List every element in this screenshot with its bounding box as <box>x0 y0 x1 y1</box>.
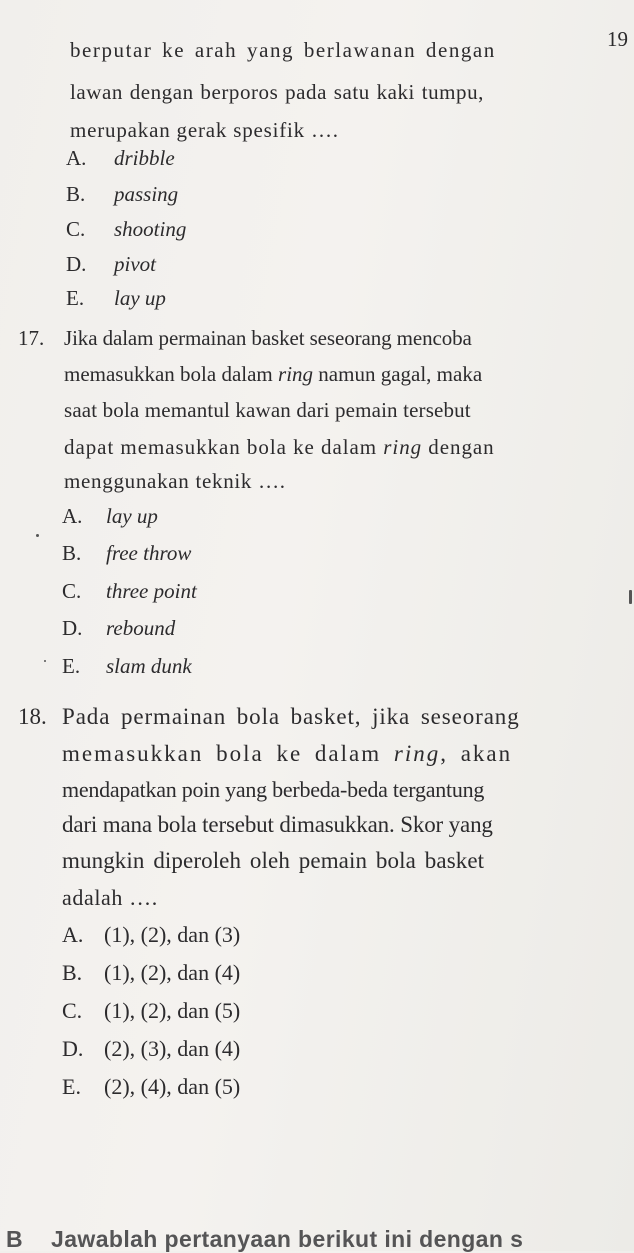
option-letter: D. <box>66 252 87 276</box>
ring-term: ring <box>393 741 441 766</box>
q17-line-4: dapat memasukkan bola ke dalam ring dengan <box>64 435 495 459</box>
q18-line-6: adalah …. <box>62 885 158 910</box>
option-letter: A. <box>66 146 87 170</box>
option-letter: A. <box>62 504 83 528</box>
ring-term: ring <box>383 435 423 459</box>
scan-speck <box>44 660 46 662</box>
option-letter: D. <box>62 616 83 640</box>
option-letter: E. <box>62 654 81 678</box>
option-text: free throw <box>106 541 192 565</box>
page-number-cut: 19 <box>607 27 628 51</box>
scan-speck <box>629 590 632 604</box>
q16-line-3: merupakan gerak spesifik …. <box>70 118 339 142</box>
option-text: shooting <box>114 217 187 241</box>
q17-line-5: menggunakan teknik …. <box>64 469 286 493</box>
ring-term: ring <box>278 362 314 386</box>
question-number: 18. <box>18 704 47 729</box>
option-letter: B. <box>62 960 83 985</box>
option-text: lay up <box>114 286 166 310</box>
scan-speck <box>36 534 39 537</box>
option-letter: E. <box>66 286 85 310</box>
option-letter: C. <box>62 998 83 1023</box>
option-letter: B. <box>66 182 86 206</box>
option-text: (1), (2), dan (3) <box>104 922 241 947</box>
question-number: 17. <box>18 326 45 350</box>
option-text: (2), (3), dan (4) <box>104 1036 241 1061</box>
section-heading-cut: B Jawablah pertanyaan berikut ini dengan s <box>6 1226 524 1252</box>
option-text: (2), (4), dan (5) <box>104 1074 241 1099</box>
option-text: (1), (2), dan (5) <box>104 998 241 1023</box>
q17-line-3: saat bola memantul kawan dari pemain tersebut <box>64 398 471 422</box>
option-letter: D. <box>62 1036 84 1061</box>
q18-line-2: memasukkan bola ke dalam ring, akan <box>62 741 513 766</box>
option-letter: C. <box>66 217 86 241</box>
option-letter: B. <box>62 541 82 565</box>
q17-line-2: memasukkan bola dalam ring namun gagal, maka <box>64 362 483 386</box>
q16-line-1: berputar ke arah yang berlawanan dengan <box>70 38 496 62</box>
option-letter: C. <box>62 579 82 603</box>
option-text: slam dunk <box>106 654 192 678</box>
option-text: (1), (2), dan (4) <box>104 960 241 985</box>
q17-line-1: Jika dalam permainan basket seseorang mencoba <box>64 326 472 350</box>
option-text: lay up <box>106 504 158 528</box>
q18-line-1: Pada permainan bola basket, jika seseorang <box>62 704 520 729</box>
option-letter: E. <box>62 1074 81 1099</box>
option-text: dribble <box>114 146 175 170</box>
q16-line-2: lawan dengan berporos pada satu kaki tumpu, <box>70 80 484 104</box>
option-text: pivot <box>114 252 156 276</box>
option-letter: A. <box>62 922 84 947</box>
option-text: passing <box>114 182 179 206</box>
q18-line-5: mungkin diperoleh oleh pemain bola basket <box>62 848 485 873</box>
q18-line-3: mendapatkan poin yang berbeda-beda tergantung <box>62 777 485 802</box>
option-text: rebound <box>106 616 176 640</box>
q18-line-4: dari mana bola tersebut dimasukkan. Skor yang <box>62 812 493 837</box>
option-text: three point <box>106 579 197 603</box>
